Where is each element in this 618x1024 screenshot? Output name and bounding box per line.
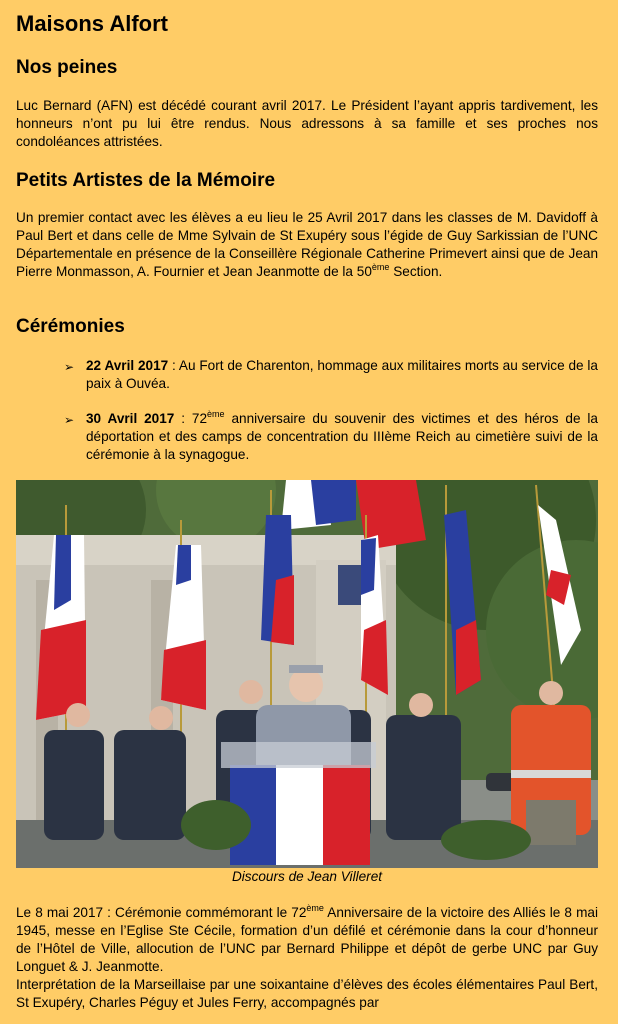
photo-caption: Discours de Jean Villeret [231, 869, 383, 884]
arrow-bullet-icon: ➢ [64, 360, 75, 374]
paragraph-marseillaise: Interprétation de la Marseillaise par une soixantaine d’élèves des écoles élémentaires Paul Bert, St Exupéry, Charles Péguy et Jules Ferry, accompagnés par [16, 977, 598, 1010]
ceremony-item: ➢ 22 Avril 2017 : Au Fort de Charenton, hommage aux militaires morts au service de la paix à Ouvéa. [64, 358, 598, 391]
ceremony-item: ➢ 30 Avril 2017 : 72ème anniversaire du souvenir des victimes et des héros de la déportation et des camps de concentration du IIIème Reich au cimetière suivi de la cérémonie à la synagogue. [64, 409, 598, 462]
heading-ceremonies: Cérémonies [16, 316, 125, 337]
page-title: Maisons Alfort [16, 11, 168, 36]
paragraph-victoire: Le 8 mai 2017 : Cérémonie commémorant le 72ème Anniversaire de la victoire des Alliés le 8 mai 1945, messe en l’Eglise Ste Cécile, formation d’un défilé et cérémonie dans la cour d’honneur de l’Hôtel de Ville, allocution de l’UNC par Bernard Philippe et dépôt de gerbe UNC par Guy Longuet & J. Jeanmotte. [16, 903, 598, 974]
paragraph-petits-artistes: Un premier contact avec les élèves a eu lieu le 25 Avril 2017 dans les classes de M. Davidoff à Paul Bert et dans celle de Mme Sylvain de St Exupéry sous l’égide de Guy Sarkissian de l’UNC Départementale en présence de la Conseillère Régionale Catherine Primevert ainsi que de Jean Pierre Monmasson, A. Fournier et Jean Jeanmotte de la 50ème Section. [16, 210, 598, 279]
arrow-bullet-icon: ➢ [64, 413, 75, 427]
paragraph-nos-peines: Luc Bernard (AFN) est décédé courant avril 2017. Le Président l’ayant appris tardivement, les honneurs n’ont pu lui être rendus. Nous adressons à sa famille et ses proches nos condoléances attristées. [16, 98, 598, 149]
heading-petits-artistes: Petits Artistes de la Mémoire [16, 170, 276, 191]
ceremony-photo [16, 480, 598, 868]
heading-nos-peines: Nos peines [16, 57, 118, 78]
ceremony-photo-illustration [16, 480, 598, 868]
